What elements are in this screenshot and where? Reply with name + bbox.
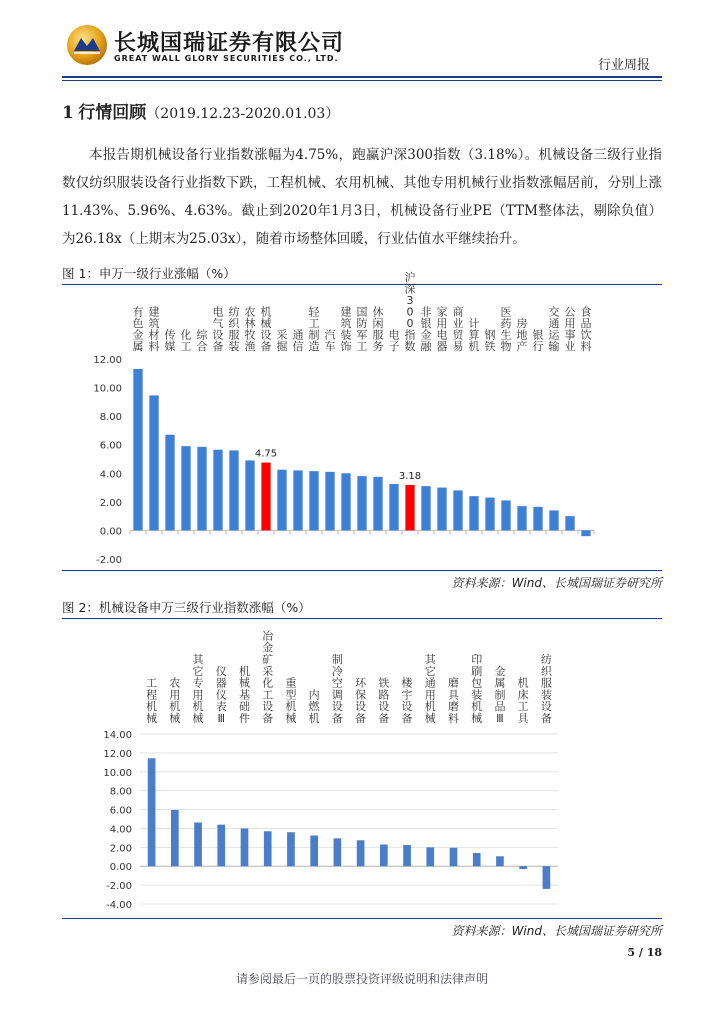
bar-公用事业 [565, 516, 574, 530]
category-label: 采掘 [276, 328, 288, 353]
y-tick-label: 10.00 [103, 767, 132, 779]
category-label: 印刷包装机械 [471, 653, 483, 725]
figure2-top-rule [62, 618, 662, 619]
category-label: 环保设备 [355, 676, 367, 725]
bar-轻工制造 [309, 471, 318, 530]
category-label: 医药生物 [500, 305, 512, 353]
bar-钢铁 [485, 498, 494, 531]
category-label: 国防军工 [356, 305, 368, 353]
company-name-en: GREAT WALL GLORY SECURITIES CO., LTD. [114, 54, 339, 63]
y-tick-label: -2.00 [106, 881, 132, 893]
bar-内燃机 [310, 836, 318, 867]
bar-建筑装饰 [341, 473, 350, 530]
bar-房地产 [517, 506, 526, 530]
category-label: 农用机械 [169, 676, 181, 725]
header-divider-thin [62, 80, 662, 81]
y-tick-label: 14.00 [103, 730, 132, 741]
category-label: 商业贸易 [452, 305, 464, 353]
y-tick-label: -2.00 [96, 555, 122, 566]
category-label: 银行 [532, 328, 544, 353]
y-tick-label: 12.00 [93, 355, 122, 366]
category-label: 轻工制造 [308, 305, 320, 353]
bar-纺织服装 [229, 450, 238, 530]
category-label: 农林牧渔 [244, 305, 256, 353]
category-label: 公用事业 [564, 305, 576, 353]
category-label: 重型机械 [285, 676, 297, 725]
category-label: 楼宇设备 [401, 676, 413, 725]
bar-其它通用机械 [426, 847, 434, 866]
bar-纺织服装设备 [543, 866, 551, 889]
data-label: 3.18 [398, 471, 422, 482]
figure1-top-rule [62, 284, 662, 285]
category-label: 其它专用机械 [192, 653, 204, 725]
category-label: 休闲服务 [372, 305, 384, 353]
bar-环保设备 [357, 840, 365, 866]
figure1-caption: 图 1：申万一级行业涨幅（%） [62, 266, 236, 281]
category-label: 工程机械 [146, 676, 158, 725]
y-tick-label: 6.00 [109, 805, 132, 817]
bar-计算机 [469, 496, 478, 530]
bar-农用机械 [171, 810, 179, 866]
y-tick-label: 6.00 [99, 440, 122, 452]
category-label: 食品饮料 [580, 305, 592, 353]
category-label: 钢铁 [484, 328, 496, 353]
category-label: 沪深 3 0 0 指数 [404, 271, 416, 353]
category-label: 电气设备 [212, 305, 224, 353]
page-number: 5 / 18 [627, 946, 662, 959]
bar-其它专用机械 [194, 822, 202, 866]
company-logo [66, 24, 108, 66]
y-tick-label: 4.00 [109, 824, 132, 836]
category-label: 通信 [292, 328, 304, 353]
category-label: 冶金矿采化工设备 [262, 629, 274, 725]
company-name-cn: 长城国瑞证券有限公司 [114, 31, 345, 56]
category-label: 家用电器 [436, 305, 448, 353]
bar-磨具磨料 [450, 848, 458, 866]
category-label: 建筑材料 [148, 305, 160, 353]
footer-disclaimer: 请参阅最后一页的股票投资评级说明和法律声明 [235, 972, 488, 986]
category-label: 制冷空调设备 [331, 653, 343, 725]
figure1-source: 资料来源：Wind、长城国瑞证券研究所 [451, 576, 662, 590]
category-label: 有色金属 [132, 305, 144, 353]
y-tick-label: 0.00 [99, 526, 122, 538]
bar-工程机械 [148, 758, 156, 866]
bar-非银金融 [421, 486, 430, 530]
report-type: 行业周报 [598, 58, 651, 73]
category-label: 汽车 [324, 328, 336, 353]
bar-金属制品Ⅲ [496, 856, 504, 866]
category-label: 机械基础件 [239, 664, 250, 725]
category-label: 纺织服装 [228, 305, 240, 353]
bar-电子 [389, 484, 398, 530]
bar-仪器仪表Ⅲ [217, 825, 225, 867]
category-label: 非银金融 [420, 305, 432, 353]
category-label: 房地产 [516, 317, 528, 353]
bar-医药生物 [501, 500, 510, 530]
category-label: 铁路设备 [378, 676, 390, 725]
y-tick-label: 2.00 [99, 497, 122, 509]
bar-汽车 [325, 472, 334, 531]
bar-机械设备 [261, 463, 270, 531]
category-label: 传媒 [164, 328, 176, 353]
bar-冶金矿采化工设备 [264, 831, 272, 866]
y-tick-label: 12.00 [103, 748, 132, 760]
bar-建筑材料 [149, 395, 158, 530]
category-label: 化工 [180, 328, 192, 353]
figure2-caption: 图 2：机械设备申万三级行业指数涨幅（%） [62, 600, 311, 615]
category-label: 磨具磨料 [448, 676, 459, 725]
bar-有色金属 [133, 369, 142, 530]
category-label: 机械设备 [260, 305, 272, 353]
y-tick-label: 10.00 [93, 383, 122, 395]
category-label: 计算机 [468, 317, 480, 353]
bar-传媒 [165, 435, 174, 531]
category-label: 交通运输 [548, 305, 560, 353]
bar-电气设备 [213, 450, 222, 531]
category-label: 仪器仪表 Ⅲ [215, 664, 227, 725]
category-label: 内燃机 [308, 688, 320, 725]
category-label: 综合 [196, 328, 208, 353]
figure1-bottom-rule [62, 570, 662, 571]
bar-制冷空调设备 [334, 838, 342, 866]
bar-铁路设备 [380, 845, 388, 867]
bar-交通运输 [549, 510, 558, 530]
data-label: 4.75 [254, 448, 278, 460]
category-label: 建筑装饰 [340, 305, 352, 353]
section-period: （2019.12.23-2020.01.03） [146, 106, 340, 122]
bar-重型机械 [287, 832, 295, 866]
category-label: 机床工具 [517, 676, 529, 725]
bar-机械基础件 [241, 828, 249, 866]
bar-采掘 [277, 470, 286, 531]
bar-商业贸易 [453, 490, 462, 530]
bar-机床工具 [519, 866, 527, 869]
bar-家用电器 [437, 488, 446, 531]
bar-农林牧渔 [245, 460, 254, 530]
bar-印刷包装机械 [473, 853, 481, 866]
section-title [62, 98, 339, 123]
category-label: 其它通用机械 [424, 653, 436, 725]
bar-通信 [293, 470, 302, 530]
bar-食品饮料 [581, 530, 590, 536]
bar-沪深300指数 [405, 485, 414, 530]
bar-银行 [533, 507, 542, 531]
y-tick-label: -4.00 [106, 900, 132, 911]
y-tick-label: 8.00 [109, 786, 132, 798]
figure2-source: 资料来源：Wind、长城国瑞证券研究所 [451, 924, 662, 938]
y-tick-label: 4.00 [99, 469, 122, 481]
bar-国防军工 [357, 476, 366, 530]
bar-休闲服务 [373, 477, 382, 531]
y-tick-label: 8.00 [99, 412, 122, 424]
figure2-bottom-rule [62, 918, 662, 919]
bar-综合 [197, 447, 206, 531]
category-label: 纺织服装设备 [540, 653, 552, 725]
header-divider [62, 76, 662, 78]
section-number: 1 [62, 103, 74, 123]
category-label: 金属制品 Ⅲ [494, 664, 506, 725]
market-review-paragraph: 本报告期机械设备行业指数涨幅为4.75%，跑赢沪深300指数（3.18%）。机械设备三级行业指数仅纺织服装设备行业指数下跌，工程机械、农用机械、其他专用机械行业指数涨幅居前，分别上涨11.43%、5.96%、4.63%。截止到2020年1月3日，机械设备行业PE（TTM整体法，剔除负值）为26.18x（上期末为25.03x），随着市场整体回暖，行业估值水平继续抬升。 [62, 147, 662, 247]
y-tick-label: 2.00 [109, 843, 132, 855]
y-tick-label: 0.00 [109, 862, 132, 874]
bar-楼宇设备 [403, 845, 411, 866]
category-label: 电子 [388, 328, 400, 353]
figure2-chart [62, 620, 662, 916]
section-heading: 行情回顾 [78, 103, 147, 123]
bar-化工 [181, 446, 190, 530]
